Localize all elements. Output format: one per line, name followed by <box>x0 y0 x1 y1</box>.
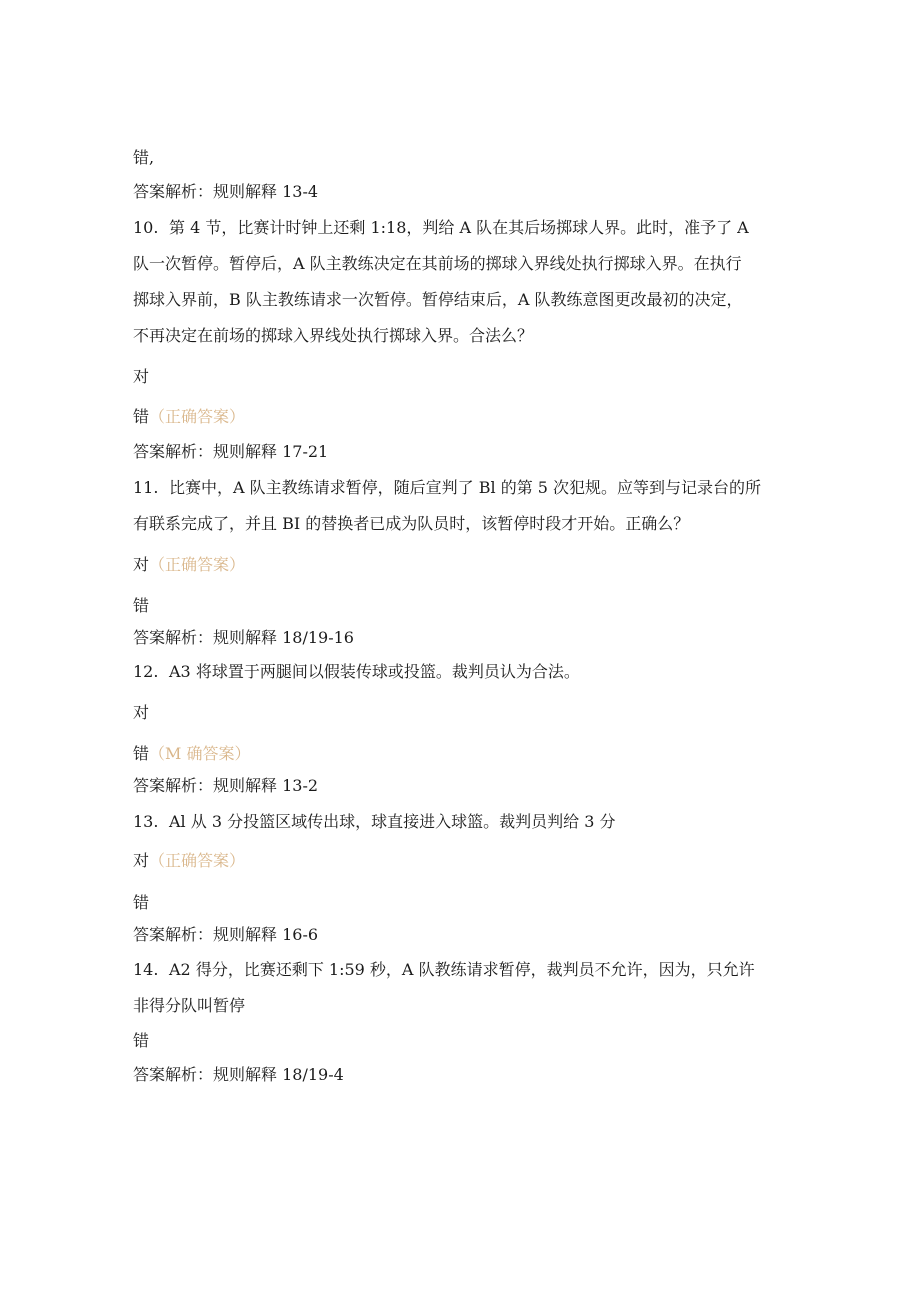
question-11-line-2: 有联系完成了，并且 BI 的替换者已成为队员时，该暂停时段才开始。正确么？ <box>133 514 690 533</box>
question-number: 11. <box>133 478 159 497</box>
question-10-analysis: 答案解析：规则解释 17-21 <box>133 442 329 461</box>
question-12-option-true: 对 <box>133 703 150 722</box>
question-13-line-1: 13. Al 从 3 分投篮区域传出球，球直接进入球篮。裁判员判给 3 分 <box>133 812 616 831</box>
correct-answer-mark: （正确答案） <box>149 851 246 870</box>
question-14-option-false: 错 <box>133 1031 150 1050</box>
question-11-option-true: 对（正确答案） <box>133 555 246 574</box>
correct-answer-mark: （正确答案） <box>149 407 246 426</box>
question-13-analysis: 答案解析：规则解释 16-6 <box>133 925 319 944</box>
question-10-line-2: 队一次暂停。暂停后，A 队主教练决定在其前场的掷球入界线处执行掷球入界。在执行 <box>133 254 742 273</box>
option-text: 错, <box>133 148 155 167</box>
question-11-line-1: 11. 比赛中，A 队主教练请求暂停，随后宣判了 Bl 的第 5 次犯规。应等到与记录台的所 <box>133 478 762 497</box>
question-10-option-true: 对 <box>133 367 150 386</box>
question-10-line-3: 掷球入界前，B 队主教练请求一次暂停。暂停结束后，A 队教练意图更改最初的决定， <box>133 290 743 309</box>
question-11-analysis: 答案解析：规则解释 18/19-16 <box>133 628 354 647</box>
question-13-option-false: 错 <box>133 893 150 912</box>
question-12-analysis: 答案解析：规则解释 13-2 <box>133 776 319 795</box>
question-12-line-1: 12. A3 将球置于两腿间以假装传球或投篮。裁判员认为合法。 <box>133 662 580 681</box>
question-10-line-4: 不再决定在前场的掷球入界线处执行掷球入界。合法么？ <box>133 326 534 345</box>
question-10-line-1: 10. 第 4 节，比赛计时钟上还剩 1:18，判给 A 队在其后场掷球人界。此时，准予了 A <box>133 218 749 237</box>
question-number: 14. <box>133 960 159 979</box>
question-14-analysis: 答案解析：规则解释 18/19-4 <box>133 1065 344 1084</box>
question-14-line-2: 非得分队叫暂停 <box>133 996 246 1015</box>
question-number: 10. <box>133 218 159 237</box>
answer-analysis: 答案解析：规则解释 13-4 <box>133 182 319 201</box>
question-number: 12. <box>133 662 159 681</box>
question-14-line-1: 14. A2 得分，比赛还剩下 1:59 秒，A 队教练请求暂停，裁判员不允许，因为，只允许 <box>133 960 755 979</box>
option-false <box>133 148 793 168</box>
correct-answer-mark: （正确答案） <box>149 555 246 574</box>
question-12-option-false: 错（M 确答案） <box>133 744 251 763</box>
question-number: 13. <box>133 812 159 831</box>
correct-answer-mark: （M 确答案） <box>149 744 251 763</box>
question-10-option-false: 错（正确答案） <box>133 407 246 426</box>
question-11-option-false: 错 <box>133 596 150 615</box>
question-13-option-true: 对（正确答案） <box>133 851 246 870</box>
